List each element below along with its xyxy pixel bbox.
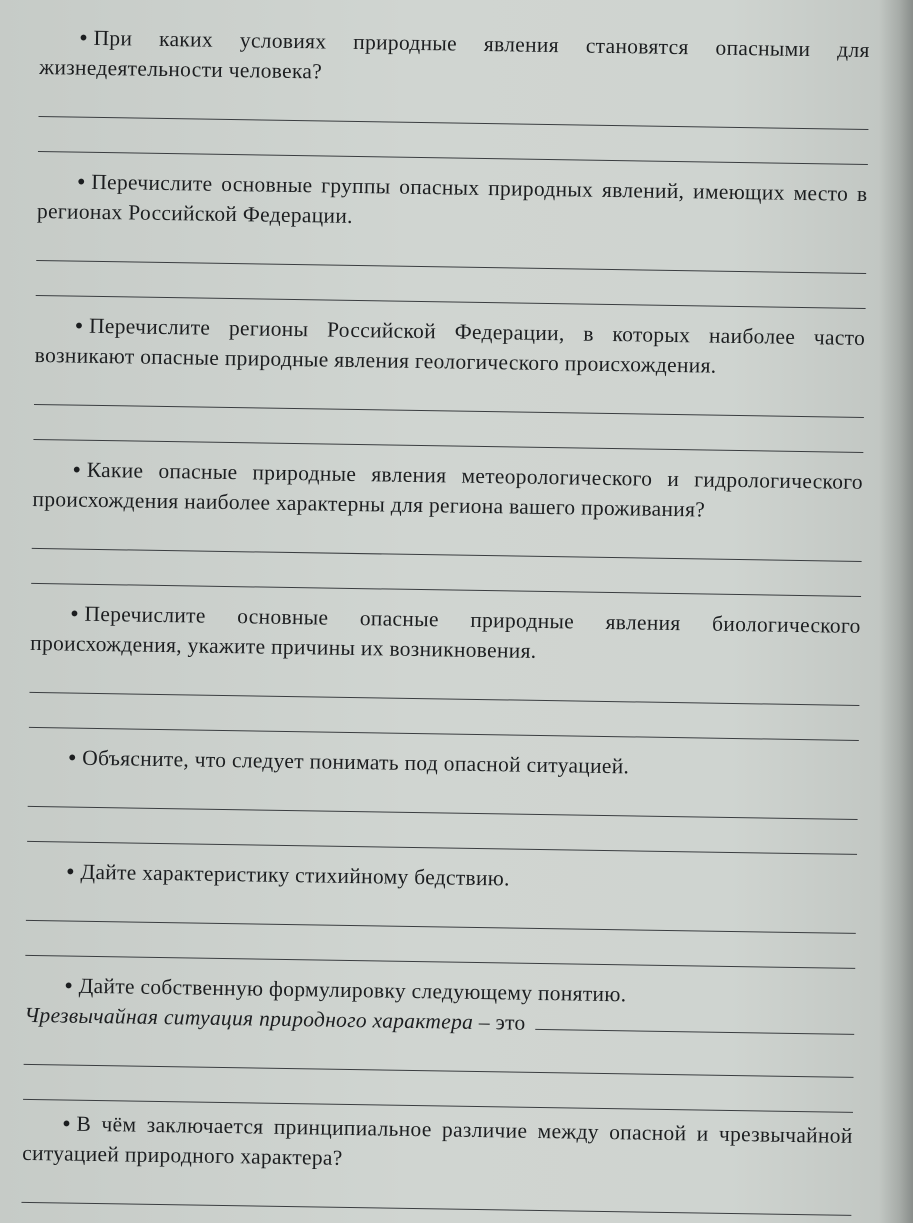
question-5 bbox=[29, 598, 861, 755]
answer-line[interactable] bbox=[28, 806, 858, 820]
answer-line[interactable] bbox=[21, 1202, 851, 1216]
bullet-icon: • bbox=[75, 313, 84, 338]
bullet-icon: • bbox=[77, 169, 86, 194]
bullet-icon: • bbox=[66, 859, 75, 884]
question-text: Какие опасные природные явления метеорологического и гидрологического происхождения наиболее характерны для региона вашего проживания? bbox=[32, 457, 864, 522]
answer-line[interactable] bbox=[24, 1064, 854, 1078]
question-text: Объясните, что следует понимать под опасной ситуацией. bbox=[82, 745, 630, 779]
page-content bbox=[21, 22, 869, 1216]
bullet-icon: • bbox=[79, 25, 88, 50]
question-text: Дайте собственную формулировку следующему понятию. bbox=[78, 973, 627, 1007]
question-text: Перечислите основные опасные природные явления биологического происхождения, укажите причины их возникновения. bbox=[30, 601, 861, 663]
question-7 bbox=[25, 856, 857, 983]
page-edge-shadow bbox=[879, 0, 913, 1223]
question-text: При каких условиях природные явления становятся опасными для жизнедеятельности человека? bbox=[39, 25, 870, 84]
question-2 bbox=[35, 166, 867, 323]
bullet-icon: • bbox=[68, 745, 77, 770]
question-4 bbox=[31, 454, 863, 611]
bullet-icon: • bbox=[62, 1111, 71, 1136]
answer-line[interactable] bbox=[36, 260, 866, 274]
question-3 bbox=[33, 310, 865, 467]
answer-line[interactable] bbox=[29, 692, 859, 706]
bullet-icon: • bbox=[64, 973, 73, 998]
answer-line[interactable] bbox=[34, 404, 864, 418]
bullet-icon: • bbox=[70, 601, 79, 626]
question-8 bbox=[23, 970, 855, 1121]
definition-answer-line[interactable] bbox=[535, 1029, 854, 1035]
answer-line[interactable] bbox=[39, 116, 869, 130]
question-9 bbox=[21, 1108, 852, 1216]
definition-suffix: – это bbox=[472, 1009, 526, 1035]
answer-line[interactable] bbox=[32, 548, 862, 562]
bullet-icon: • bbox=[72, 457, 81, 482]
question-text: В чём заключается принципиальное различие между опасной и чрезвычайной ситуацией природного характера? bbox=[22, 1111, 853, 1170]
question-text: Перечислите регионы Российской Федерации, в которых наиболее часто возникают опасные природные явления геологического происхождения. bbox=[34, 313, 866, 378]
answer-area[interactable] bbox=[21, 1202, 851, 1216]
question-1 bbox=[38, 22, 870, 179]
question-text: Перечислите основные группы опасных природных явлений, имеющих место в регионах Российской Федерации. bbox=[36, 169, 868, 228]
question-6 bbox=[27, 742, 859, 869]
question-text: Дайте характеристику стихийному бедствию. bbox=[80, 859, 510, 891]
answer-line[interactable] bbox=[26, 920, 856, 934]
definition-term: Чрезвычайная ситуация природного характера bbox=[24, 1002, 474, 1034]
